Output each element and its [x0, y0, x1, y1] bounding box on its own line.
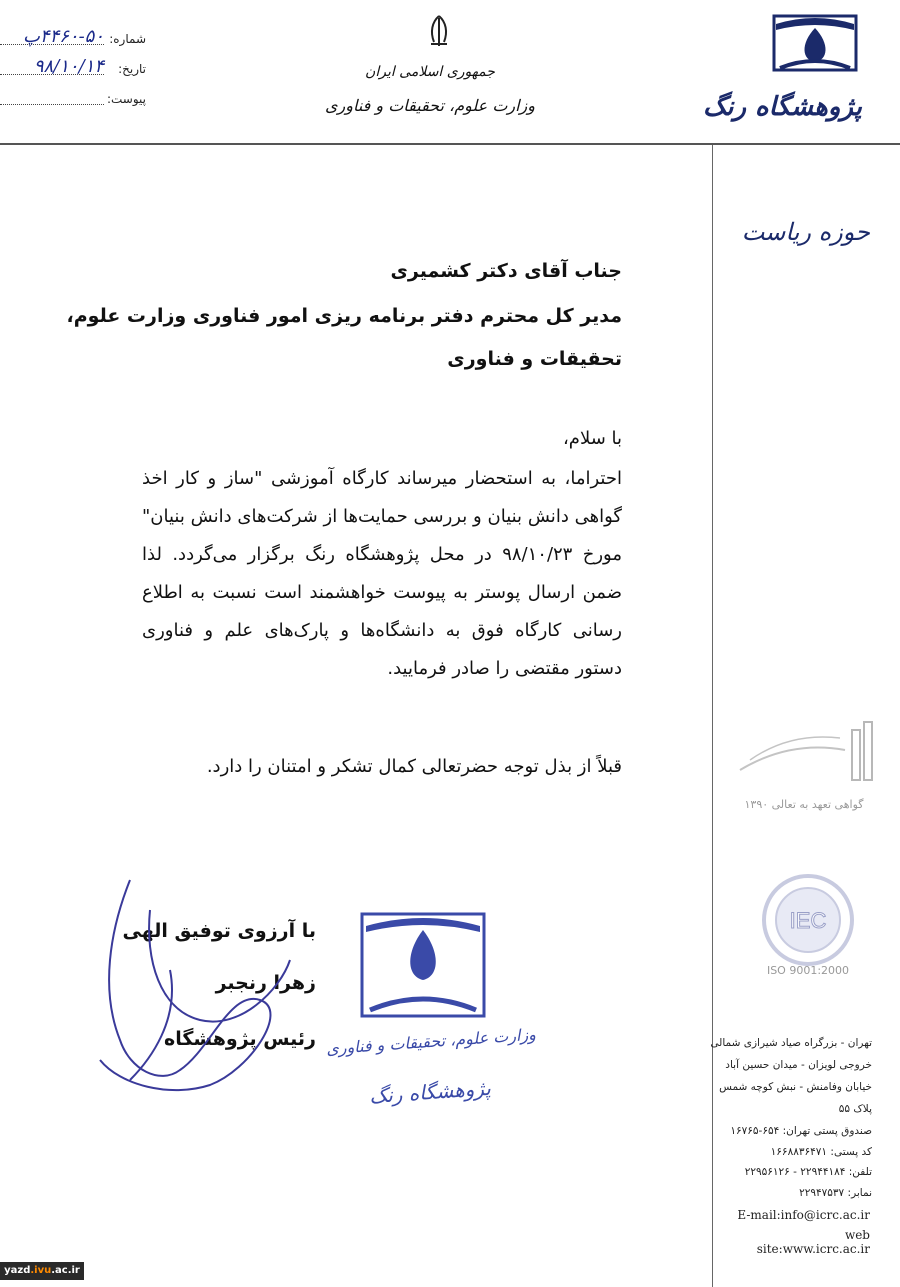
signer-name: زهرا رنجبر [215, 972, 316, 994]
recipient-line-2: مدیر کل محترم دفتر برنامه ریزی امور فناوری وزارت علوم، [66, 305, 622, 327]
excellence-award-logo-icon [730, 720, 890, 790]
office-title: حوزه ریاست [741, 218, 870, 246]
address-line: خیابان وفامنش - نبش کوچه شمس [719, 1081, 872, 1093]
source-watermark: yazd.ivu.ac.ir [0, 1262, 84, 1280]
recipient-line-1: جناب آقای دکتر کشمیری [390, 260, 622, 282]
iso-caption: ISO 9001:2000 [766, 964, 850, 977]
stamp-ministry-text: وزارت علوم، تحقیقات و فناوری [325, 1024, 537, 1059]
address-line: تهران - بزرگراه صیاد شیرازی شمالی [710, 1037, 872, 1049]
national-emblem-icon [424, 14, 454, 48]
republic-line: جمهوری اسلامی ایران [365, 64, 495, 80]
recipient-line-3: تحقیقات و فناوری [447, 348, 622, 370]
signer-title: رئیس پژوهشگاه [164, 1028, 316, 1050]
iso-seal-icon [760, 872, 856, 968]
address-line: صندوق پستی تهران: ۶۵۴-۱۶۷۶۵ [730, 1125, 872, 1137]
letter-attachment-row [0, 90, 146, 110]
signature-wish: با آرزوی توفیق الهی [122, 920, 316, 942]
letter-body: احتراما، به استحضار میرساند کارگاه آموزشی "ساز و کار اخذ گواهی دانش بنیان و بررسی حمایت‌ها از شرکت‌های دانش بنیان" مورخ ۹۸/۱۰/۲۳ در محل پژوهشگاه رنگ برگزار می‌گردد. لذا ضمن ارسال پوستر به پیوست خواهشمند است نسبت به اطلاع رسانی کارگاه فوق به دانشگاه‌ها و پارک‌های علم و فناوری دستور مقتضی را صادر فرمایید. [142, 468, 622, 679]
letter-date-value: ۹۸/۱۰/۱۴ [33, 56, 104, 77]
email-address: E-mail:info@icrc.ac.ir [737, 1208, 870, 1222]
letter-number-label: شماره: [109, 32, 146, 46]
closing-line: قبلاً از بذل توجه حضرتعالی کمال تشکر و امتنان را دارد. [206, 756, 622, 777]
letter-date-row [0, 56, 146, 80]
address-line: خروجی لویزان - میدان حسین آباد [725, 1059, 872, 1071]
header-divider [0, 143, 900, 145]
side-column-divider [712, 145, 713, 1287]
letter-date-label: تاریخ: [118, 62, 146, 76]
letter-attachment-label: پیوست: [106, 92, 146, 106]
letter-number-value: ۴۴۶۰-۵۰پ [22, 26, 104, 47]
award-caption: گواهی تعهد به تعالی ۱۳۹۰ [744, 798, 864, 811]
official-stamp-icon [358, 910, 488, 1020]
svg-text:IEC: IEC [789, 908, 827, 933]
handwritten-signature [90, 870, 310, 1100]
website-address: web site:www.icrc.ac.ir [756, 1228, 870, 1256]
institute-logo-icon [770, 14, 860, 76]
stamp-institute-text: پژوهشگاه رنگ [368, 1075, 492, 1109]
address-line: تلفن: ۲۲۹۴۴۱۸۴ - ۲۲۹۵۶۱۲۶ [744, 1166, 872, 1178]
address-line: پلاک ۵۵ [838, 1103, 872, 1115]
ministry-line: وزارت علوم، تحقیقات و فناوری [325, 96, 535, 115]
address-line: نمابر: ۲۲۹۴۷۵۳۷ [799, 1187, 872, 1199]
address-line: کد پستی: ۱۶۶۸۸۳۶۴۷۱ [770, 1146, 872, 1158]
letter-number-row [0, 26, 146, 50]
institute-name: پژوهشگاه رنگ [702, 92, 862, 122]
greeting: با سلام، [563, 428, 622, 449]
